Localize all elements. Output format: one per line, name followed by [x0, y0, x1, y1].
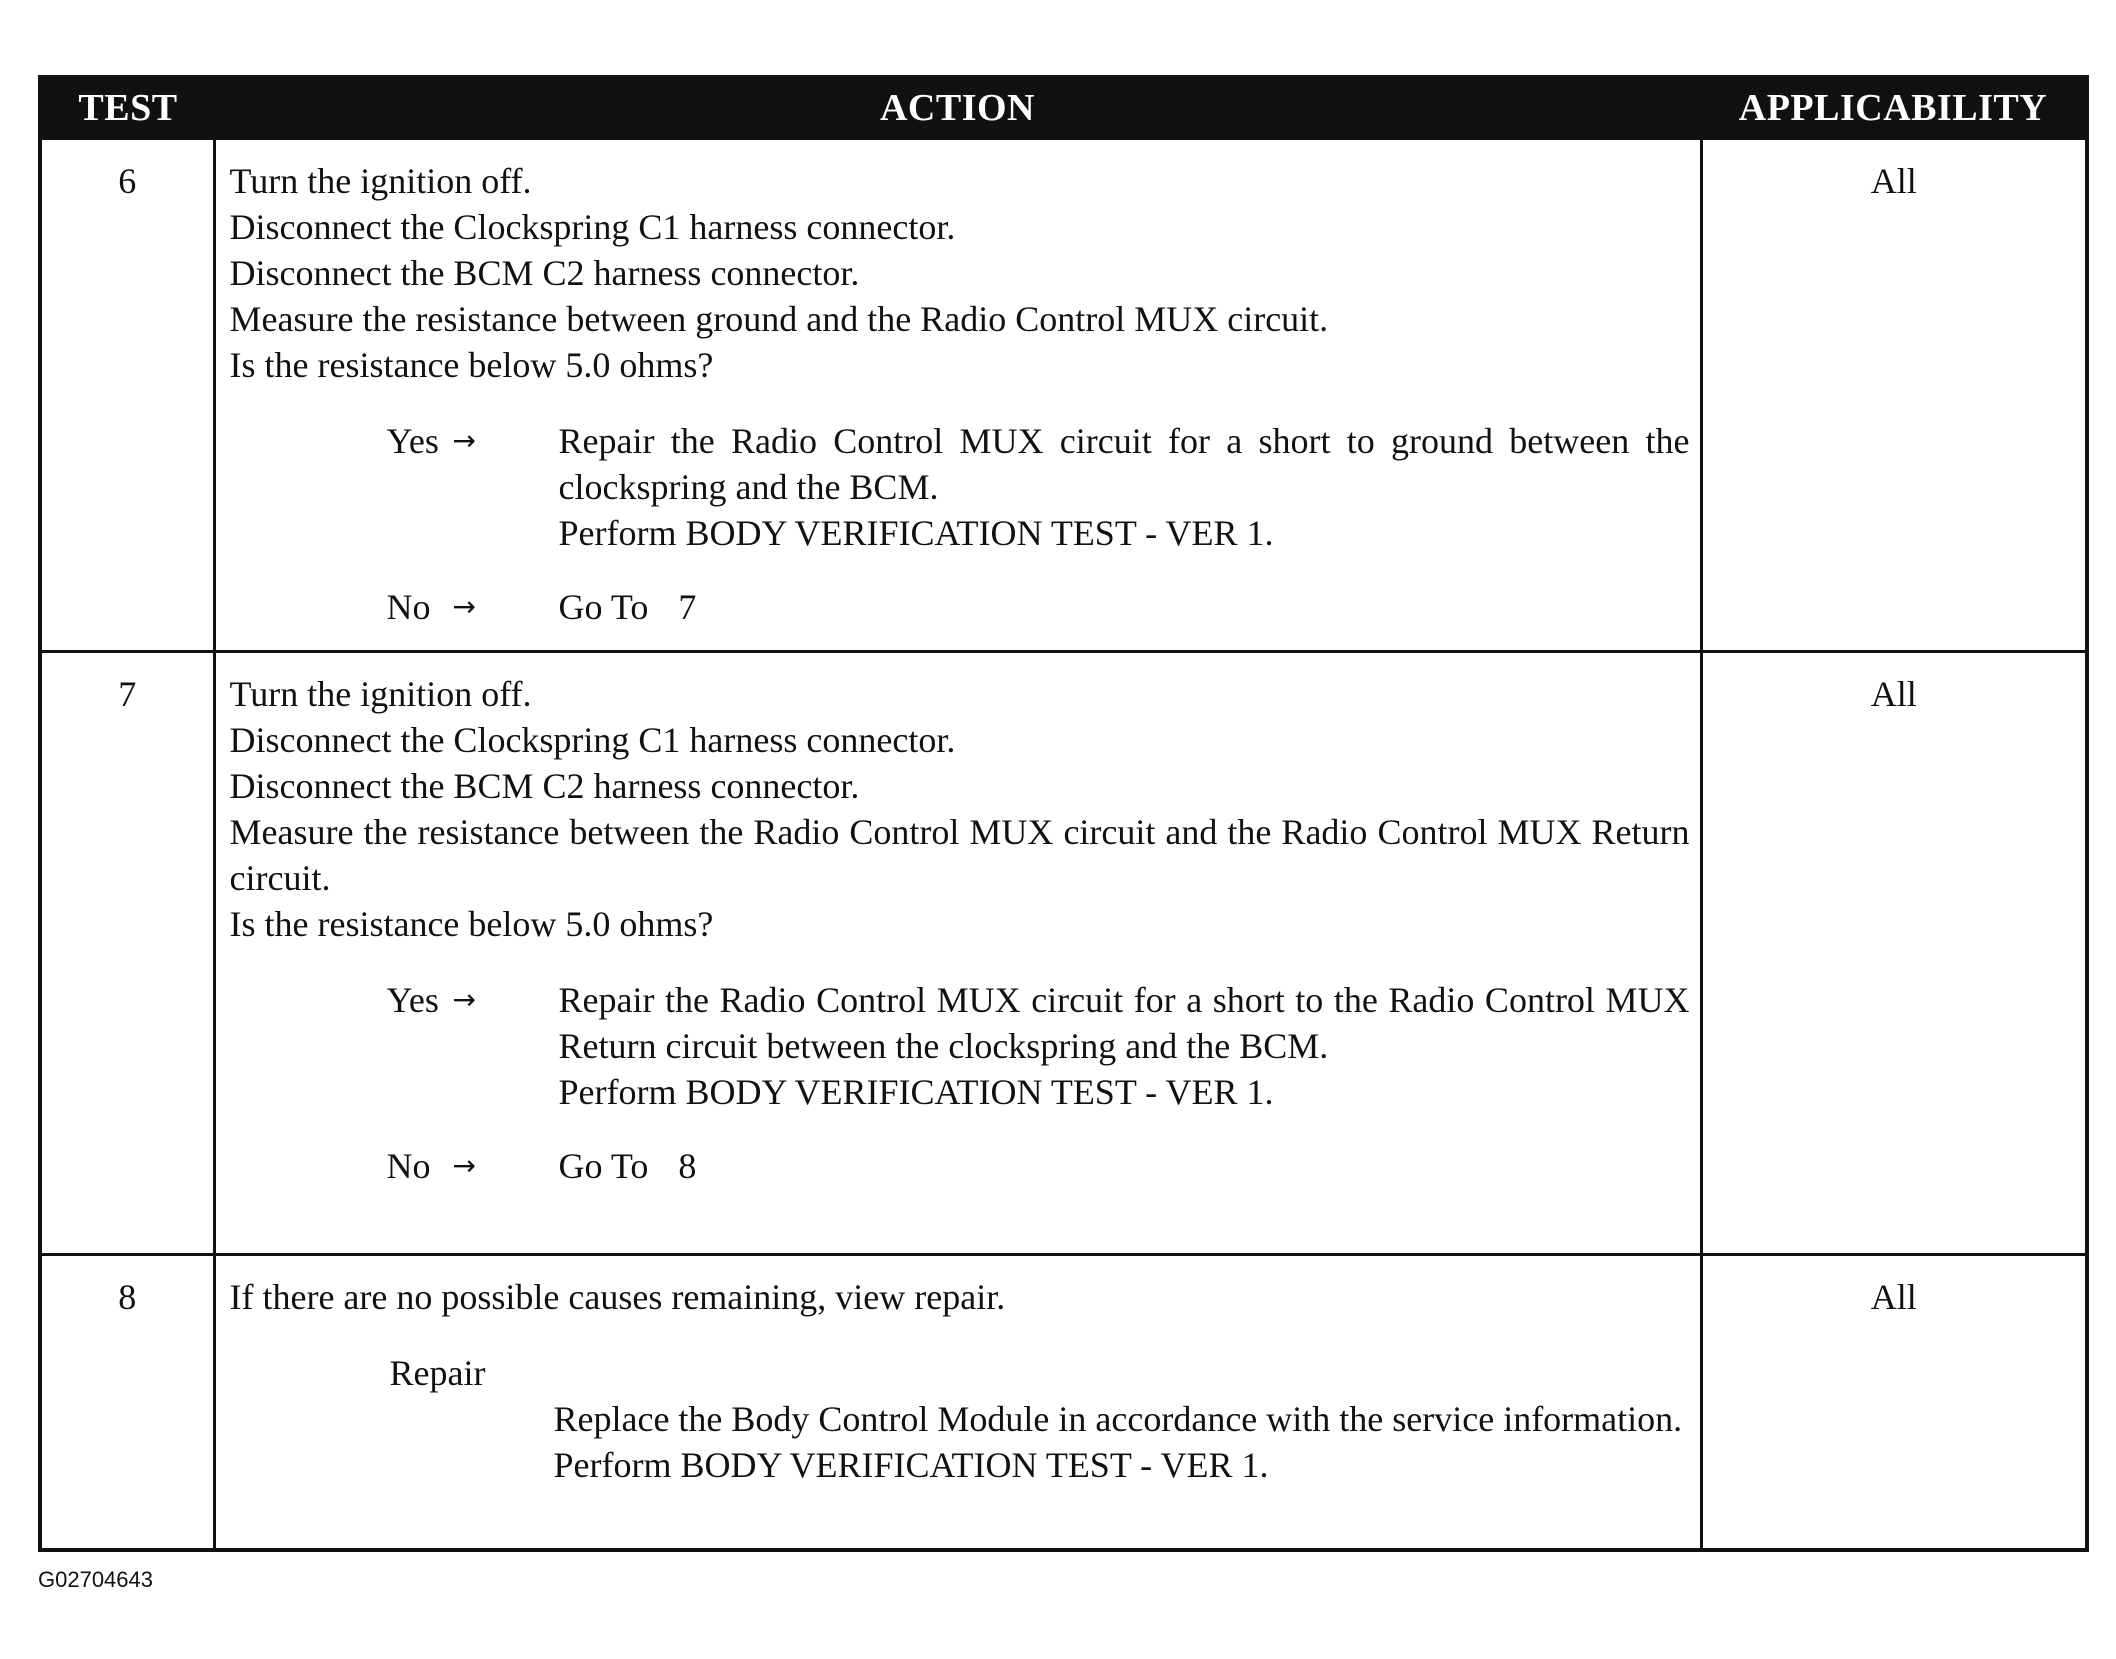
action-step: Disconnect the BCM C2 harness connector. — [229, 253, 860, 293]
table-row — [40, 139, 2087, 652]
repair-text: Replace the Body Control Module in accordance with the service information. — [553, 1399, 1683, 1439]
arrow-right-icon: → — [452, 424, 476, 457]
table-header-row — [40, 77, 2087, 139]
applicability-value: All — [1701, 652, 2087, 1255]
arrow-right-icon: → — [452, 590, 476, 623]
yes-repair-text: Repair the Radio Control MUX circuit for a short to the Radio Control MUX Return circuit between the clockspring and the BCM. — [558, 980, 1690, 1066]
arrow-right-icon: → — [452, 1149, 476, 1182]
yes-result — [387, 418, 1690, 556]
goto-text: Go To — [558, 1146, 649, 1186]
verification-test-link: Perform BODY VERIFICATION TEST - VER 1. — [558, 513, 1274, 553]
no-label: No — [386, 587, 431, 627]
repair-instruction — [554, 1396, 1690, 1488]
header-action: ACTION — [214, 77, 1701, 139]
action-step: Turn the ignition off. — [229, 161, 532, 201]
header-applicability: APPLICABILITY — [1701, 77, 2087, 139]
repair-block — [390, 1350, 1690, 1488]
goto-target: 7 — [678, 587, 697, 627]
header-test: TEST — [40, 77, 214, 139]
action-step: Disconnect the Clockspring C1 harness connector. — [229, 720, 956, 760]
figure-id: G02704643 — [38, 1567, 153, 1592]
goto-text: Go To — [558, 587, 649, 627]
no-result — [387, 1143, 1690, 1189]
diagnostic-test-table — [38, 75, 2089, 1552]
no-instruction — [559, 584, 1690, 630]
action-cell — [214, 652, 1701, 1255]
test-number: 7 — [40, 652, 214, 1255]
arrow-right-icon: → — [452, 983, 476, 1016]
yes-label: Yes — [386, 980, 439, 1020]
applicability-value: All — [1701, 1255, 2087, 1550]
action-step: Turn the ignition off. — [229, 674, 532, 714]
test-number: 6 — [40, 139, 214, 652]
no-result — [387, 584, 1690, 630]
repair-label: Repair — [389, 1353, 486, 1393]
no-label: No — [386, 1146, 431, 1186]
verification-test-link: Perform BODY VERIFICATION TEST - VER 1. — [553, 1445, 1269, 1485]
action-step: Disconnect the Clockspring C1 harness connector. — [229, 207, 956, 247]
action-step: Is the resistance below 5.0 ohms? — [229, 904, 714, 944]
action-cell — [214, 1255, 1701, 1550]
yes-result — [387, 977, 1690, 1115]
action-cell — [214, 139, 1701, 652]
goto-target: 8 — [678, 1146, 697, 1186]
yes-instruction — [559, 418, 1690, 556]
verification-test-link: Perform BODY VERIFICATION TEST - VER 1. — [558, 1072, 1274, 1112]
action-step: Measure the resistance between ground and the Radio Control MUX circuit. — [229, 299, 1329, 339]
table-row — [40, 1255, 2087, 1550]
table-row — [40, 652, 2087, 1255]
no-instruction — [559, 1143, 1690, 1189]
action-step: Measure the resistance between the Radio Control MUX circuit and the Radio Control MUX Return circuit. — [229, 812, 1690, 898]
test-number: 8 — [40, 1255, 214, 1550]
yes-label: Yes — [386, 421, 439, 461]
action-step: If there are no possible causes remaining, view repair. — [229, 1277, 1006, 1317]
yes-instruction — [559, 977, 1690, 1115]
applicability-value: All — [1701, 139, 2087, 652]
action-step: Disconnect the BCM C2 harness connector. — [229, 766, 860, 806]
action-step: Is the resistance below 5.0 ohms? — [229, 345, 714, 385]
yes-repair-text: Repair the Radio Control MUX circuit for a short to ground between the clockspring and the BCM. — [558, 421, 1690, 507]
